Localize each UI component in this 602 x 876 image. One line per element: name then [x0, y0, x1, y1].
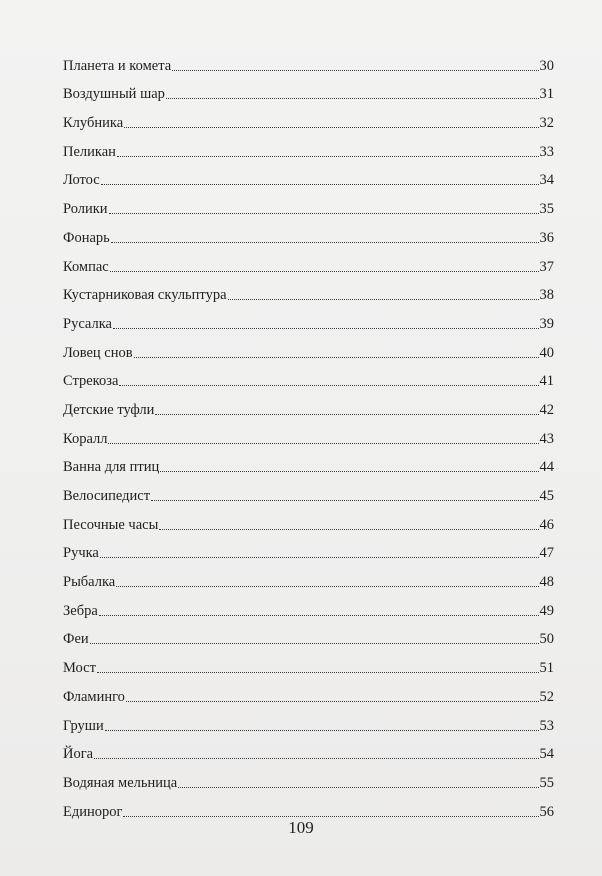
dot-leader [99, 615, 539, 616]
toc-entry-page-number: 32 [539, 115, 554, 132]
toc-entry-page-number: 50 [539, 631, 554, 648]
toc-entry-title: Песочные часы [63, 516, 159, 533]
toc-entry-title: Лотос [63, 172, 100, 189]
toc-entry-page-number: 43 [539, 430, 554, 447]
toc-entry-page-number: 33 [539, 143, 554, 160]
toc-entry-title: Компас [63, 258, 109, 275]
toc-entry [63, 103, 554, 132]
toc-entry-title: Груши [63, 717, 104, 734]
toc-entry-title: Воздушный шар [63, 86, 165, 103]
toc-entry-page-number: 45 [539, 488, 554, 504]
dot-leader [155, 414, 538, 415]
toc-entry [63, 46, 554, 75]
dot-leader [94, 758, 538, 759]
toc-entry [63, 620, 554, 649]
toc-entry-title: Планета и комета [63, 57, 172, 74]
toc-entry-page-number: 37 [539, 258, 554, 275]
toc-entry-page-number: 52 [539, 688, 554, 705]
toc-entry-page-number: 30 [539, 57, 554, 74]
dot-leader [90, 643, 539, 644]
toc-entry-title: Пеликан [63, 143, 116, 160]
toc-entry-title: Коралл [63, 430, 108, 447]
dot-leader [111, 242, 539, 243]
dot-leader [124, 127, 538, 128]
toc-entry-title: Клубника [63, 115, 124, 132]
toc-entry [63, 591, 554, 620]
toc-entry-page-number: 46 [539, 516, 554, 533]
toc-entry-page-number: 40 [539, 344, 554, 361]
dot-leader [113, 328, 539, 329]
toc-entry-title: Фонарь [63, 229, 110, 246]
toc-entry-page-number: 47 [539, 545, 554, 562]
toc-entry [63, 390, 554, 419]
toc-entry [63, 648, 554, 677]
toc-entry [63, 362, 554, 391]
toc-entry-title: Велосипедист [63, 488, 151, 504]
dot-leader [101, 184, 539, 185]
toc-entry-title: Мост [63, 660, 96, 677]
toc-entry-page-number: 35 [539, 201, 554, 218]
toc-entry-page-number: 34 [539, 172, 554, 189]
dot-leader [178, 787, 538, 788]
dot-leader [110, 271, 539, 272]
dot-leader [100, 557, 539, 558]
toc-entry-page-number: 51 [539, 660, 554, 677]
toc-entry-title: Рыбалка [63, 574, 116, 591]
toc-entry-title: Ручка [63, 545, 99, 562]
toc-entry-title: Ловец снов [63, 344, 133, 361]
toc-entry [63, 735, 554, 764]
toc-entry [63, 189, 554, 218]
dot-leader [109, 213, 539, 214]
toc-entry [63, 763, 554, 792]
toc-entry [63, 706, 554, 735]
toc-entry-title: Детские туфли [63, 401, 155, 418]
toc-entry [63, 161, 554, 190]
toc-entry-title: Зебра [63, 602, 98, 619]
toc-entry-page-number: 41 [539, 373, 554, 390]
toc-entry-page-number: 53 [539, 717, 554, 734]
dot-leader [116, 586, 538, 587]
table-of-contents [63, 46, 554, 821]
dot-leader [117, 156, 539, 157]
dot-leader [97, 672, 539, 673]
toc-entry [63, 534, 554, 563]
toc-entry [63, 419, 554, 448]
toc-entry-page-number: 36 [539, 229, 554, 246]
dot-leader [105, 730, 539, 731]
toc-entry-page-number: 56 [539, 803, 554, 820]
toc-entry [63, 448, 554, 477]
dot-leader [126, 701, 539, 702]
toc-entry [63, 677, 554, 706]
toc-entry [63, 304, 554, 333]
dot-leader [123, 816, 538, 817]
dot-leader [151, 500, 538, 501]
dot-leader [160, 471, 538, 472]
toc-entry-title: Русалка [63, 315, 112, 332]
toc-entry-page-number: 49 [539, 602, 554, 619]
toc-entry [63, 276, 554, 305]
dot-leader [134, 357, 539, 358]
toc-entry-title: Йога [63, 746, 94, 763]
toc-entry [63, 333, 554, 362]
toc-entry-title: Фламинго [63, 688, 125, 705]
dot-leader [119, 385, 538, 386]
toc-entry [63, 505, 554, 534]
toc-entry-page-number: 38 [539, 287, 554, 304]
dot-leader [172, 70, 538, 71]
page-number: 109 [288, 818, 314, 837]
toc-entry [63, 792, 554, 821]
toc-entry-title: Феи [63, 631, 89, 648]
dot-leader [159, 529, 538, 530]
toc-entry-title: Ролики [63, 201, 108, 218]
toc-entry [63, 476, 554, 505]
toc-entry [63, 132, 554, 161]
toc-entry-title: Кустарниковая скульптура [63, 287, 227, 304]
toc-entry-page-number: 54 [539, 746, 554, 763]
toc-entry [63, 218, 554, 247]
dot-leader [108, 443, 538, 444]
toc-entry-title: Стрекоза [63, 373, 119, 390]
toc-entry-title: Ванна для птиц [63, 459, 160, 476]
dot-leader [166, 98, 539, 99]
toc-entry-page-number: 44 [539, 459, 554, 476]
toc-entry-page-number: 39 [539, 315, 554, 332]
toc-entry [63, 562, 554, 591]
toc-entry-page-number: 42 [539, 401, 554, 418]
toc-entry-page-number: 31 [539, 86, 554, 103]
toc-entry-title: Единорог [63, 803, 123, 820]
toc-entry [63, 247, 554, 276]
toc-entry-page-number: 55 [539, 774, 554, 791]
toc-entry-title: Водяная мельница [63, 774, 178, 791]
toc-entry [63, 75, 554, 104]
toc-entry-page-number: 48 [539, 574, 554, 591]
dot-leader [228, 299, 539, 300]
